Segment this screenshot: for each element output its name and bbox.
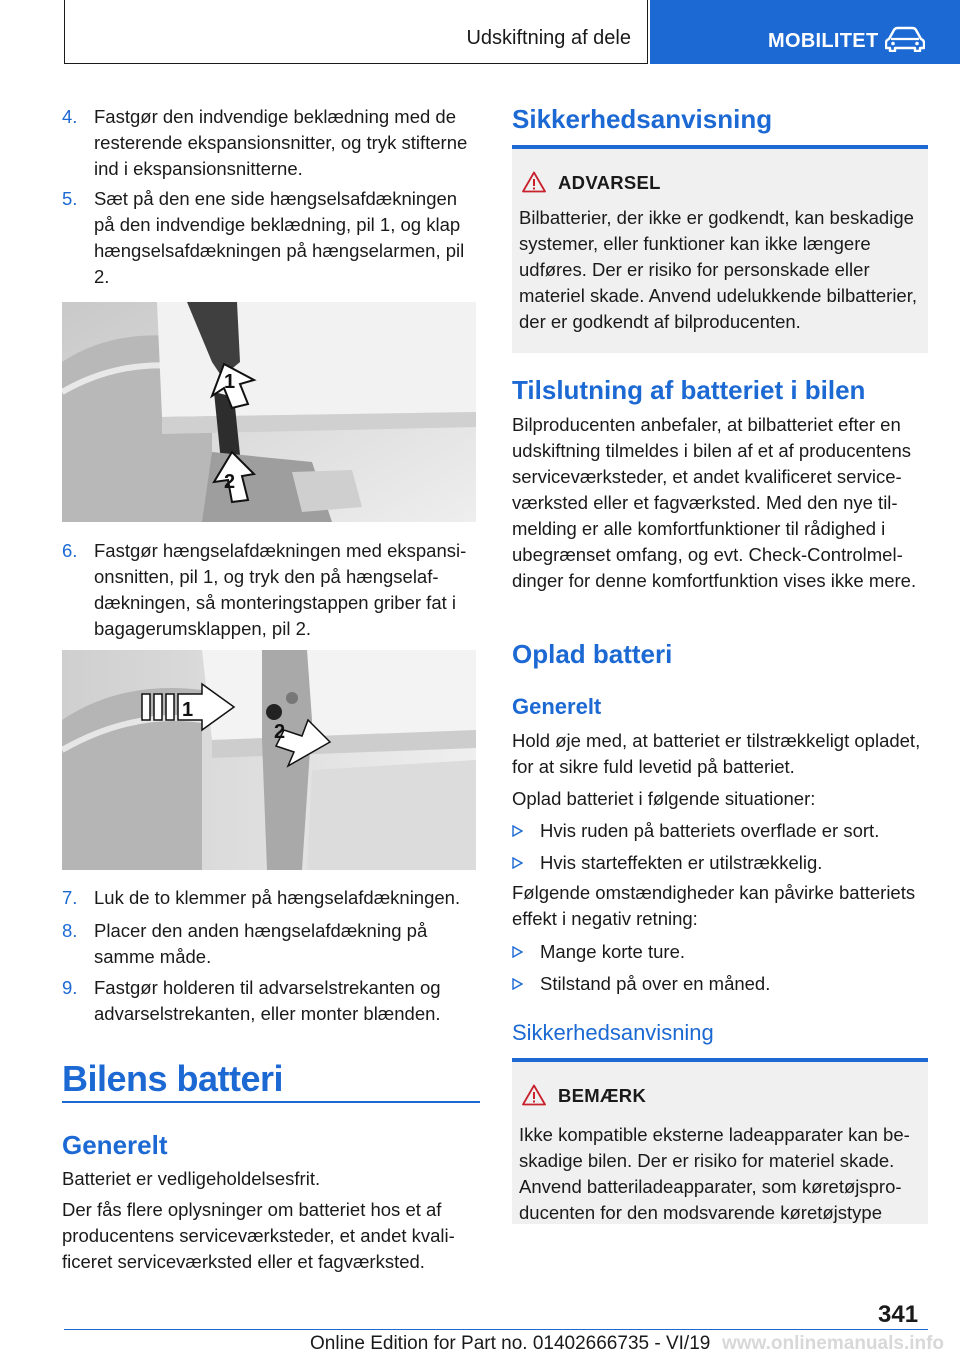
step-text: Luk de to klemmer på hængselafdækningen. — [94, 887, 461, 908]
footer-rule — [64, 1329, 928, 1330]
heading-rule — [62, 1101, 480, 1103]
step-number: 4. — [62, 106, 78, 127]
warning-text: Bilbatterier, der ikke er godkendt, kan beskadige systemer, eller funktioner kan ikke længere udføres. Der er risiko for personskade eller materiel skade. Anvend udelukkende bilbatterier, der er godkendt af bilproducenten. — [519, 207, 918, 332]
warning-label: ADVARSEL — [558, 172, 661, 193]
bullet-triangle-icon — [512, 978, 523, 990]
battery-para-1: Batteriet er vedligeholdelsesfrit. — [62, 1168, 321, 1189]
battery-heading: Bilens batteri — [62, 1058, 284, 1099]
warning-triangle-icon — [522, 171, 546, 193]
step-text: Fastgør hængselafdækningen med ekspansionsnitten, pil 1, og tryk den på hængselafdækningen, så monteringstappen griber fat i bagagerumsklappen, pil 2. — [94, 540, 467, 639]
charge-para-2: Oplad batteriet i følgende situationer: — [512, 788, 816, 809]
figure-label: 2 — [224, 471, 236, 493]
notice-box — [512, 1058, 928, 1224]
section-title: Udskiftning af dele — [466, 27, 631, 49]
charge-para-1: Hold øje med, at batteriet er tilstrækkeligt opladet, for at sikre fuld levetid på batteriet. — [512, 730, 921, 777]
charge-heading: Oplad batteri — [512, 639, 673, 669]
bullet-text: Mange korte ture. — [540, 941, 685, 962]
figure-label: 1 — [182, 699, 194, 721]
bullet-text: Hvis ruden på batteriets overflade er sort. — [540, 820, 880, 841]
safety-heading-1: Sikkerhedsanvisning — [512, 104, 773, 134]
hinge-cover-figure-1 — [62, 302, 476, 522]
step-number: 5. — [62, 188, 78, 209]
step-text: Sæt på den ene side hængselsafdækningen på den indvendige beklædning, pil 1, og klap hængselsafdækningen på hængselarmen, pil 2. — [94, 188, 465, 287]
header-chapter-box — [650, 0, 960, 64]
bullet-triangle-icon — [512, 946, 523, 958]
warning-triangle-icon — [522, 1084, 546, 1106]
connect-text: Bilproducenten anbefaler, at bilbatteriet efter en udskiftning tilmeldes i bilen af et af producentens serviceværksteder, et andet kvalificeret serviceværksted eller et fagværksted. Med den nye tilmelding er alle komfortfunktioner til rådighed i ubegrænset omfang, og evt. Check-Controlmeldinger for denne komfortfunktion vises ikke mere. — [512, 414, 917, 591]
notice-label: BEMÆRK — [558, 1085, 647, 1106]
hinge-cover-figure-2 — [62, 650, 476, 870]
battery-general-heading: Generelt — [62, 1130, 168, 1160]
connect-heading: Tilslutning af batteriet i bilen — [512, 375, 866, 405]
bullet-triangle-icon — [512, 825, 523, 837]
chapter-title: MOBILITET — [768, 30, 879, 52]
header-section-box — [64, 0, 648, 64]
step-text: Placer den anden hængselafdækning på samme måde. — [94, 920, 428, 967]
figure-label: 2 — [274, 721, 286, 743]
charge-para-3: Følgende omstændigheder kan påvirke batteriets effekt i negativ retning: — [512, 882, 916, 929]
step-number: 6. — [62, 540, 78, 561]
step-text: Fastgør holderen til advarselstrekanten og advarselstrekanten, eller monter blænden. — [94, 977, 441, 1024]
step-number: 7. — [62, 887, 78, 908]
page-number: 341 — [878, 1301, 919, 1328]
battery-para-2: Der fås flere oplysninger om batteriet hos et af producentens serviceværksteder, et andet kvalificeret serviceværksted eller et fagværksted. — [62, 1199, 455, 1272]
bullet-text: Stilstand på over en måned. — [540, 973, 771, 994]
step-number: 9. — [62, 977, 78, 998]
warning-box — [512, 145, 928, 353]
safety-heading-2: Sikkerhedsanvisning — [512, 1020, 714, 1045]
figure-label: 1 — [224, 371, 236, 393]
bullet-text: Hvis starteffekten er utilstrækkelig. — [540, 852, 823, 873]
notice-text: Ikke kompatible eksterne ladeapparater kan beskadige bilen. Der er risiko for materiel skade. Anvend batteriladeapparater, som køretøjsproducenten for den modsvarende køretøjstype — [519, 1124, 910, 1223]
car-icon — [885, 26, 925, 52]
watermark-site: www.onlinemanuals.info — [722, 1333, 945, 1354]
charge-general-heading: Generelt — [512, 694, 602, 719]
step-text: Fastgør den indvendige beklædning med de resterende ekspansionsnitter, og tryk stifterne ind i ekspansionsnitterne. — [94, 106, 468, 179]
step-number: 8. — [62, 920, 78, 941]
edition-note: Online Edition for Part no. 01402666735 - VI/19 — [310, 1333, 711, 1354]
bullet-triangle-icon — [512, 857, 523, 869]
